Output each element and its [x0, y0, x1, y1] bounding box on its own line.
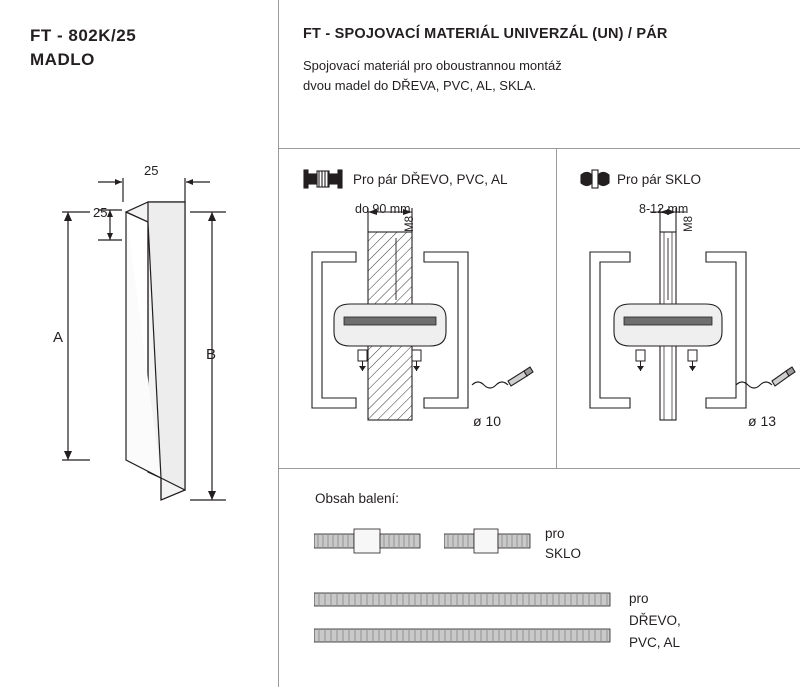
glass-drill-label: ø 13 [748, 413, 777, 429]
dim-label-top-25: 25 [144, 163, 159, 178]
fixing-wood-icon [303, 168, 343, 190]
wood-drill-label: ø 10 [473, 413, 502, 429]
horizontal-divider-top [278, 148, 800, 149]
wood-thickness-label: do 90 mm [355, 202, 411, 216]
wood-thread-label: M8 [404, 216, 416, 232]
glass-thread-label: M8 [683, 216, 695, 232]
contents-wood-line1: pro [629, 591, 649, 606]
glass-mounting-diagram [578, 200, 798, 445]
contents-glass-line2: SKLO [545, 546, 582, 561]
product-name: MADLO [30, 50, 95, 69]
header-title: FT - SPOJOVACÍ MATERIÁL UNIVERZÁL (UN) / PÁR [303, 26, 668, 42]
dim-label-side-25: 25 [93, 205, 108, 220]
dim-label-b: B [206, 346, 217, 363]
contents-wood-line3: PVC, AL [629, 635, 681, 650]
glass-thickness-label: 8-12 mm [639, 202, 689, 216]
product-code: FT - 802K/25 [30, 26, 137, 45]
header-description-block [303, 26, 773, 96]
glass-screw-part-1 [314, 526, 424, 558]
wood-panel-label: Pro pár DŘEVO, PVC, AL [353, 172, 508, 187]
header-desc-line2: dvou madel do DŘEVA, PVC, AL, SKLA. [303, 78, 537, 93]
fixing-glass-icon [578, 168, 612, 190]
vertical-divider-left [278, 0, 279, 687]
wood-threaded-rod-1 [314, 590, 614, 610]
vertical-divider-right [556, 148, 557, 468]
wood-mounting-diagram [300, 200, 550, 445]
contents-title: Obsah balení: [315, 491, 400, 506]
contents-wood-line2: DŘEVO, [629, 613, 681, 628]
header-desc-line1: Spojovací materiál pro oboustrannou montáž [303, 58, 562, 73]
wood-threaded-rod-2 [314, 626, 614, 646]
dim-label-a: A [53, 329, 64, 346]
product-title-block [30, 24, 260, 72]
horizontal-divider-bottom [278, 468, 800, 469]
handle-drawing [30, 160, 270, 530]
glass-panel-label: Pro pár SKLO [617, 172, 702, 187]
contents-glass-line1: pro [545, 526, 565, 541]
glass-screw-part-2 [444, 526, 534, 558]
